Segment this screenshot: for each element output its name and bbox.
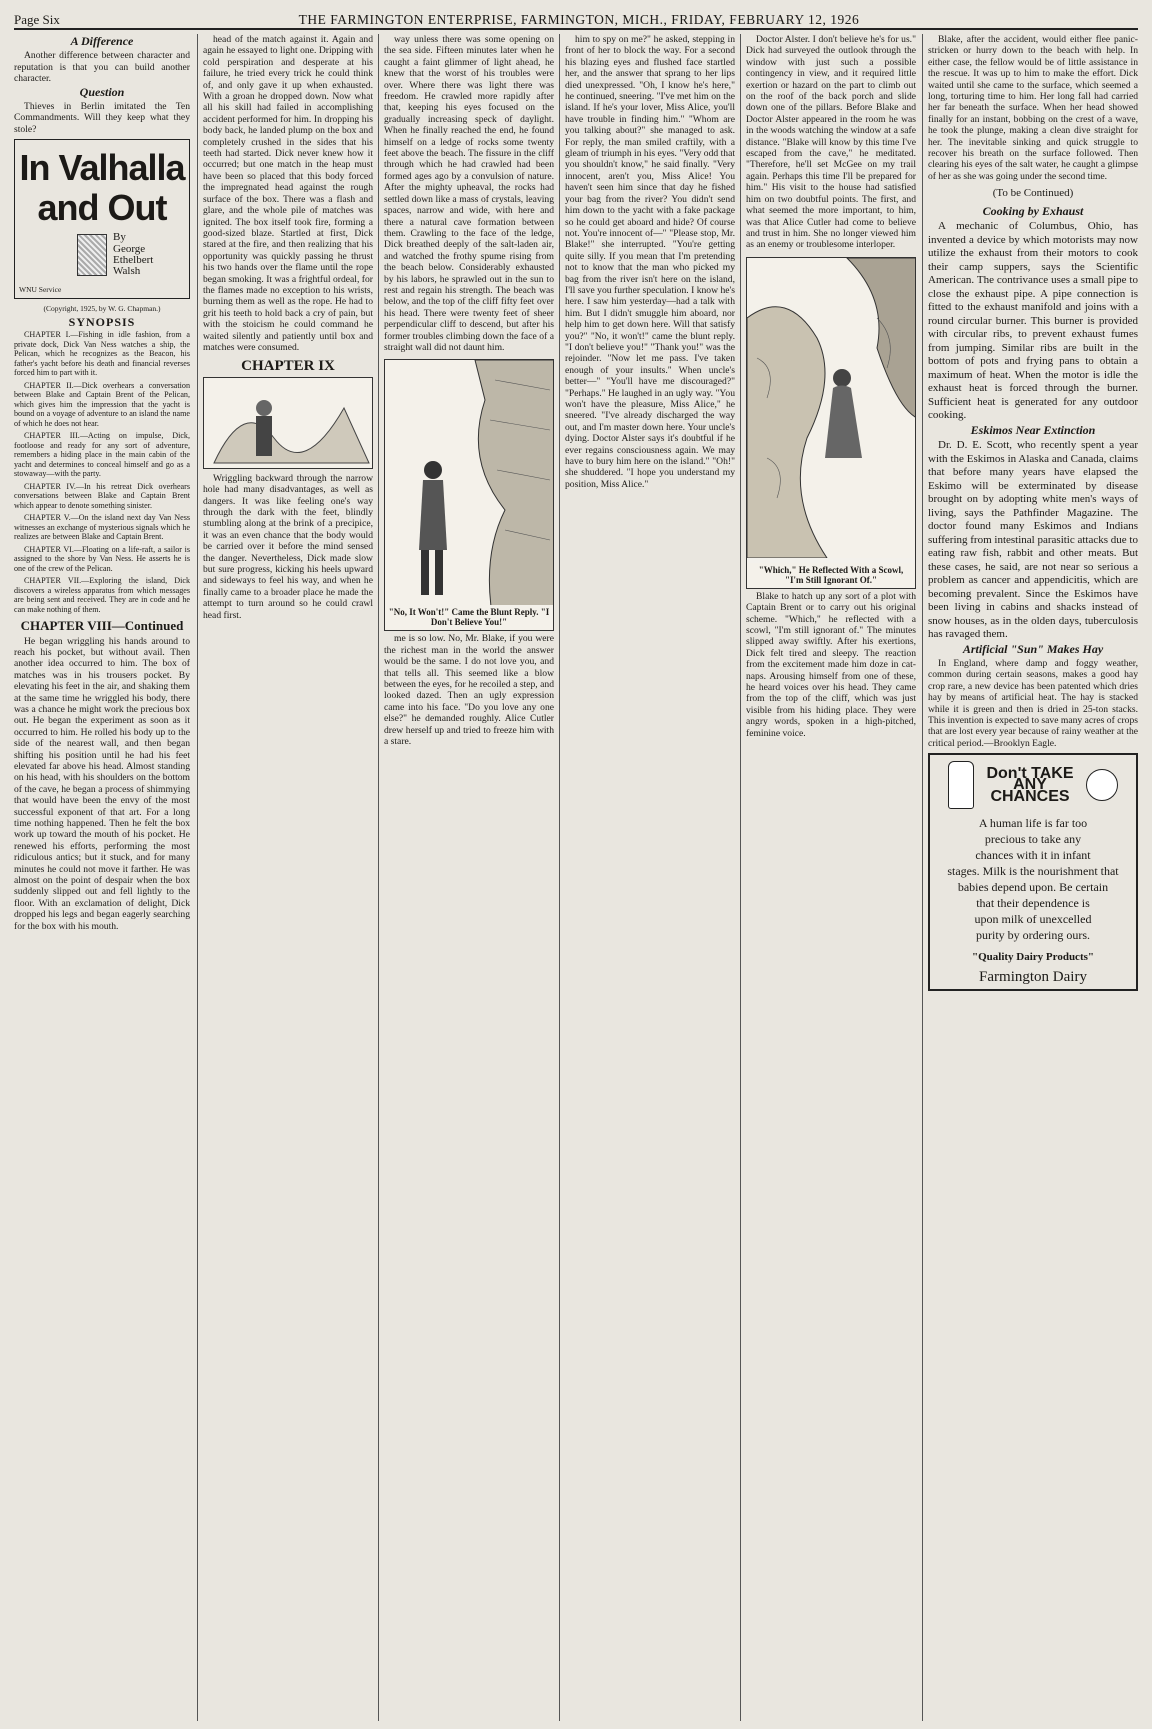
synopsis-entry: CHAPTER II.—Dick overhears a conversation between Blake and Captain Brent of the Pelican, which gives him the impression that the yacht is bound on a voyage of adventure to an island the name of which he does not hear. (14, 380, 190, 428)
column-3 (384, 34, 554, 1721)
to-be-continued: (To be Continued) (992, 187, 1074, 200)
synopsis-list (14, 330, 190, 614)
milk-bottle-icon (948, 761, 974, 809)
ad-slogan: Don't TAKE ANY CHANCES (986, 765, 1074, 805)
dairy-advertisement (928, 753, 1138, 991)
ad-line: A human life is far too (978, 816, 1088, 831)
ad-dairy-name: Farmington Dairy (979, 969, 1087, 986)
filler-text: Another difference between character and reputation is that you can build another character. (14, 50, 190, 85)
synopsis-entry: CHAPTER I.—Fishing in idle fashion, from a private dock, Dick Van Ness watches a ship, the Pelican, which he recognizes as the Beacon, his father's yacht before his death and financial reverses forced him to part with it. (14, 330, 190, 378)
ad-line: precious to take any (984, 832, 1082, 847)
illustration-caption: "No, It Won't!" Came the Blunt Reply. "I Don't Believe You!" (385, 605, 553, 630)
synopsis-entry: CHAPTER V.—On the island next day Van Ness witnesses an exchange of mysterious signals which he realizes are between Blake and Captain Brent. (14, 513, 190, 542)
page-header (14, 6, 1138, 30)
story-text: Doctor Alster. I don't believe he's for us." Dick had surveyed the outlook through the window with just such a possible contingency in view, and it required little exertion or hazard on the part to climb out on the roof of the back porch and slide down one of the pillars. Before Blake and Doctor Alster appeared in the room he was in the woods watching the window at a safe distance. "Blake will know by this time I've escaped from the cave," he meditated. "Therefore, he'll set McGee on my trail again. Perhaps this time I'll be prepared for him." His visit to the house had satisfied him on two doubtful points. The first, and what seemed the more important, to him, was that Alice Cutler had come to believe and trust in him. She no longer viewed him as an enemy or troublesome interloper. (746, 34, 916, 251)
story-text: Blake, after the accident, would either flee panic-stricken or hurry down to the beach with help. In either case, the fellow would be of little assistance in the rescue. It was up to him to make the effort. Dick waited until she came to the surface, which seemed a long, torturing time to him. Her long fall had carried her far beneath the surface. When her head showed finally for an instant, bobbing on the crest of a wave, he took the plunge, making a clean dive straight for her. The inevitable sinking and quick struggle to recover his breath on the surface followed. Then clearing his eyes of the salt water, he caught a glimpse of her as she was going under the second time. (928, 34, 1138, 182)
article-heading: Eskimos Near Extinction (970, 422, 1096, 437)
chapter-heading: CHAPTER VIII—Continued (20, 618, 184, 634)
column-5 (746, 34, 916, 1721)
synopsis-entry: CHAPTER VII.—Exploring the island, Dick discovers a wireless apparatus from which messages are being sent and received. They are in code and he can make nothing of them. (14, 576, 190, 614)
story-text: Blake to hatch up any sort of a plot with Captain Brent or to carry out his original scheme. "Which," he reflected with a scowl, "I'm still ignorant of." The minutes slipped away swiftly. After his exertions, Dick felt tired and sleepy. The reaction from the excitement made him doze in cat-naps. Arousing himself from one of these, he heard voices over his head. They came from the top of the cliff, which was just visible from his hiding place. They were angry words, spoken in a high-pitched, feminine voice. (746, 590, 916, 739)
column-rule (197, 34, 198, 1721)
ad-line: stages. Milk is the nourishment that babies depend upon. Be certain (947, 864, 1119, 895)
ad-line: that their dependence is (976, 896, 1090, 911)
story-text: He began wriggling his hands around to reach his pocket, but without avail. Then another idea occurred to him. The box of matches was in his trousers pocket. By elevating his feet in the air, and shaking them at the same time he wriggled his body, there was a chance he might work the precious box out. He began the experiment as soon as it occurred to him. He rolled his body up to the side of the nearest wall, and then began shifting his position until he had his feet elevated far above his head. Almost standing on his head, with his shoulders on the bottom of the cave, he began a process of shimmying that would have been the envy of the most successful exponent of that art. For a long time nothing happened. Then he felt the box work up toward the mouth of his pocket. He renewed his efforts, performing the most ridiculous antics; but it stuck, and for many minutes he could not move it farther. He was almost on the point of despair when the box suddenly slipped out and fell lightly to the floor. With an exclamation of delight, Dick dropped his legs and began eagerly searching for the box with his mouth. (14, 635, 190, 932)
article-text: A mechanic of Columbus, Ohio, has invented a device by which motorists may now utilize the exhaust from their motors to cook their camp suppers, says the Scientific American. The contrivance uses a small pipe to close the exhaust pipe. A pipe connection is fitted to the exhaust manifold and joins with a round circular burner. This burner is provided with circular ribs, to prevent exhaust fumes from jumping. Similar ribs are built in the bottom of pots and frying pans to obtain a maximum of heat. When the motor is idle the exhaust heat is forced through the burner. Sufficient heat is generated for any outdoor cooking. (928, 220, 1138, 422)
column-6 (928, 34, 1138, 1721)
synopsis-entry: CHAPTER VI.—Floating on a life-raft, a sailor is assigned to the shore by Van Ness. He asserts he is one of the crew of the Pelican. (14, 544, 190, 573)
column-2 (203, 34, 373, 1721)
story-text: head of the match against it. Again and again he essayed to light one. Dripping with cold perspiration and desperate at his failure, he tried every trick he could think of, and only gave it up when exhausted. With a groan he dropped down. Now what all his skill had failed in accomplishing accident performed for him. In dropping his body back, he landed plump on the box and completely crushed in the sides that his teeth had started. Dick never knew how it occurred; but one match in the heap must have been so placed that this body forced the impregnated head against the rough surface of the box. There was a flash and glare, and the whole pile of matches was ignited. The box itself took fire, forming a good-sized blaze. Startled at first, Dick stared at the fire, and then realizing that his opportunity was quickly passing he thrust his two hands over the flame until the rope began smoking. It was a frightful ordeal, for the flames made no exception to his wrists, burning them as well as the rope. He had to grit his teeth to hold back a cry of pain, but with the stoicism he could command he waited silently and patiently until box and matches were consumed. (203, 34, 373, 353)
ad-line: chances with it in infant (975, 848, 1091, 863)
story-text: Wriggling backward through the narrow hole had many disadvantages, as well as dangers. It was like feeling one's way through the dark with the feet, blindly stumbling along at the brink of a precipice, it was an even chance that the body would be carried over it before the mind sensed the danger. Nevertheless, Dick made slow but sure progress, kicking his heels upward and sideways to feel his way, and when he finally came to a broader place he made the attempt to turn around so he could crawl head first. (203, 472, 373, 621)
column-1 (14, 34, 190, 1721)
synopsis-heading: SYNOPSIS (68, 314, 136, 329)
synopsis-entry: CHAPTER III.—Acting on impulse, Dick, footloose and ready for any sort of adventure, remembers a hiding place in the main cabin of the yacht and determines to conceal himself and go as a stowaway—with the party. (14, 431, 190, 479)
ad-line: purity by ordering ours. (976, 928, 1090, 943)
ad-line: upon milk of unexcelled (974, 912, 1092, 927)
serial-title-box (14, 139, 190, 299)
byline-author: George Ethelbert Walsh (113, 242, 154, 278)
article-heading: Artificial "Sun" Makes Hay (962, 641, 1104, 656)
baby-face-icon (1086, 769, 1118, 801)
author-portrait (77, 234, 107, 276)
column-rule (740, 34, 741, 1721)
service-credit: WNU Service (19, 284, 62, 294)
illustration-woman-on-cliff (746, 257, 916, 589)
story-text: way unless there was some opening on the sea side. Fifteen minutes later when he caught a faint glimmer of light ahead, he knew that the worst of his troubles were over. Where there was light there was freedom. He crawled more rapidly after that, keeping his eyes focused on the gradually increasing speck of daylight. When he finally reached the end, he found himself on a ledge of rocks some twenty feet above the beach. The fissure in the cliff through which he had crawled had been formed ages ago by a convulsion of nature. After the mighty upheaval, the rocks had settled down like a mass of crystals, leaving spaces, narrow and wide, with here and there a natural cave formation between them. Crawling to the face of the ledge, Dick breathed deeply of the salt-laden air, and watched the frothy spume rising from the beach below. Considerably exhausted by his labors, he sprawled out in the sun to rest and regain his strength. The beach was below, and the top of the cliff fifty feet over his head. There were twenty feet of sheer perpendicular cliff to descend, but after his former troubles climbing down the face of a straight wall did not daunt him. (384, 34, 554, 353)
serial-title: In Valhalla and Out (19, 147, 185, 229)
story-text: him to spy on me?" he asked, stepping in front of her to block the way. For a second his blazing eyes and flushed face startled her, and the answer that sprang to her lips died unexpressed. "Oh, I know he's here," he continued, sneering. "I've met him on the island. If he's your lover, Miss Alice, you'll have trouble in finding him." "Whom are you talking about?" she managed to ask. For reply, the man smiled craftily, with a gleam of triumph in his eyes. "Very odd that you shouldn't know," he said finally. "Very innocent, aren't you, Miss Alice! You haven't seen him since that day he fished your bag from the river? You didn't send him down to the yacht with a fake package so he could get aboard and hide? Of course not. You're innocent of—" "Please stop, Mr. Blake!" she interrupted. "You're getting quite silly. If you mean that I'm pretending not to know that the man who picked my bag from the river isn't here on the island, I'll save you further speculation. I know he's here. I saw him yesterday—had a talk with him. But I didn't smuggle him aboard, nor help him to get down here. Will that satisfy you?" "No, it won't!" came the blunt reply. "I don't believe you!" "Thank you!" was the rejoinder. "Now let me pass. I've taken enough of your insults." When uncle's better—" "You'll have me discouraged?" "Perhaps." He laughed in an ugly way. "You won't have the pleasure, Miss Alice," he sneered. "I've already discharged the way out, and I'm master down here. Your uncle's dying. Doctor Alster says it's doubtful if he ever regains consciousness again. We may have to bury him here on the island." "Oh!" she shuddered. "I hope you understand my position, Miss Alice." (565, 34, 735, 490)
masthead: THE FARMINGTON ENTERPRISE, FARMINGTON, MICH., FRIDAY, FEBRUARY 12, 1926 (298, 12, 860, 27)
story-text: me is so low. No, Mr. Blake, if you were the richest man in the world the answer would be the same. I do not love you, and that tells all. This seemed like a blow between the eyes, for he recoiled a step, and looked dazed. Then an ugly expression came into his face. "Do you love any one else?" he demanded roughly. Alice Cutler drew herself up and tried to freeze him with a stare. (384, 633, 554, 748)
illustration-figure-left (203, 377, 373, 469)
column-rule (922, 34, 923, 1721)
article-text: In England, where damp and foggy weather, common during certain seasons, makes a good hay crop rare, a new device has been patented which dries hay by means of artificial heat. The hay is stacked while it is green and then is dried in 25-ton stacks. This invention is expected to save many acres of crops that are lost every year because of rainy weather at the critical period.—Brooklyn Eagle. (928, 657, 1138, 749)
illustration-caption: "Which," He Reflected With a Scowl, "I'm Still Ignorant Of." (747, 563, 915, 588)
article-text: Dr. D. E. Scott, who recently spent a year with the Eskimos in Alaska and Canada, claims that before many years have elapsed the Eskimo will be exterminated by disease brought on by adopting white men's ways of living, says the Pathfinder Magazine. The doctor found many Eskimos and Indians suffering from intestinal parasitic attacks due to eating raw fish, rabbit and other meats. But these cases, he said, are not near so serious a problem as cancer and appendicitis, which are becoming prevalent. Since the Eskimos have been living in cabins and shacks instead of snow houses, as in the olden days, tuberculosis has ravaged them. (928, 439, 1138, 640)
column-rule (378, 34, 379, 1721)
synopsis-entry: CHAPTER IV.—In his retreat Dick overhears conversations between Blake and Captain Brent which appear to denote something sinister. (14, 481, 190, 510)
filler-text: Thieves in Berlin imitated the Ten Commandments. Will they keep what they stole? (14, 101, 190, 135)
filler-heading: Question (79, 84, 125, 99)
chapter-heading: CHAPTER IX (241, 358, 335, 375)
copyright: (Copyright, 1925, by W. G. Chapman.) (43, 304, 161, 314)
ad-product: "Quality Dairy Products" (971, 951, 1094, 964)
ad-body (934, 815, 1132, 943)
byline-by: By (113, 231, 126, 244)
filler-heading: A Difference (70, 34, 134, 48)
article-heading: Cooking by Exhaust (982, 203, 1084, 218)
column-rule (559, 34, 560, 1721)
illustration-man-at-cliff (384, 359, 554, 631)
column-4 (565, 34, 735, 1721)
page-number: Page Six (14, 12, 60, 27)
serial-byline (15, 232, 189, 284)
